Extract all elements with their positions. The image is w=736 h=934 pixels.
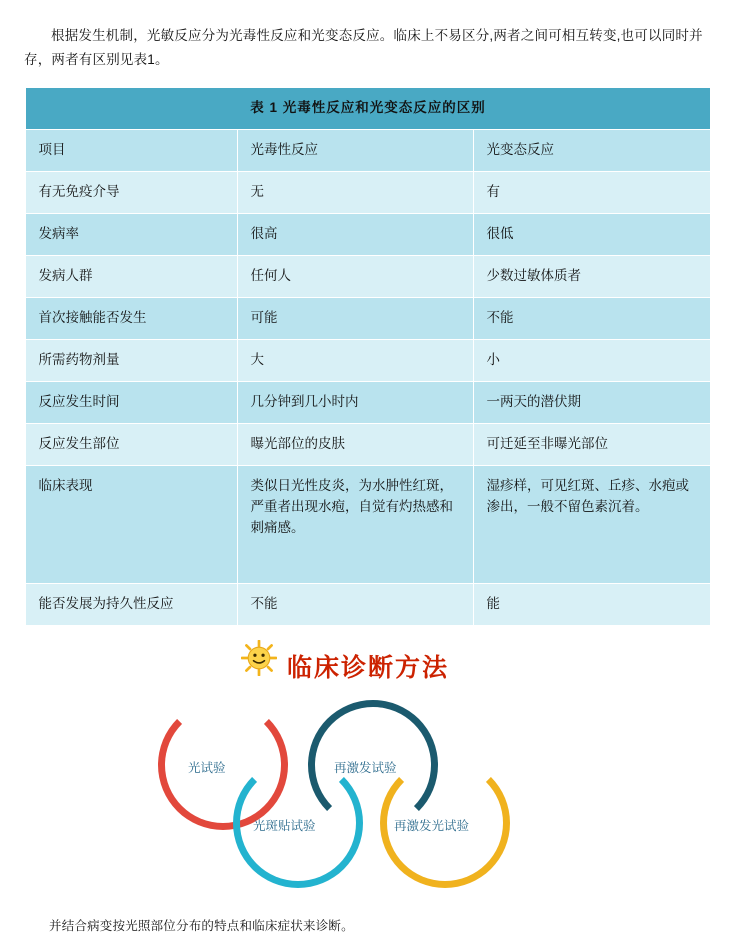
cell-photoallergic: 湿疹样，可见红斑、丘疹、水疱或渗出，一般不留色素沉着。	[474, 465, 710, 583]
cell-item: 有无免疫介导	[26, 172, 238, 214]
table-row	[26, 465, 710, 583]
cell-photoallergic: 很低	[474, 214, 710, 256]
table-row	[26, 381, 710, 423]
comparison-table	[25, 87, 710, 625]
table-title: 表 1 光毒性反应和光变态反应的区别	[26, 88, 710, 130]
cell-phototoxic: 任何人	[238, 256, 474, 298]
table-row	[26, 298, 710, 340]
intro-paragraph: 根据发生机制，光敏反应分为光毒性反应和光变态反应。临床上不易区分,两者之间可相互转变,也可以同时并存，两者有区别见表1。	[24, 27, 703, 68]
table-row	[26, 583, 710, 625]
column-header-phototoxic: 光毒性反应	[238, 130, 474, 172]
ring-label-rechallenge-test: 再激发试验	[334, 760, 397, 775]
table-row	[26, 423, 710, 465]
table-row	[26, 256, 710, 298]
section-title: 临床诊断方法	[286, 652, 449, 682]
cell-phototoxic: 无	[238, 172, 474, 214]
cell-item: 反应发生时间	[26, 381, 238, 423]
cell-item: 能否发展为持久性反应	[26, 583, 238, 625]
cell-item: 反应发生部位	[26, 423, 238, 465]
ring-label-photopatch-test: 光斑贴试验	[253, 818, 316, 833]
closing-paragraph: 并结合病变按光照部位分布的特点和临床症状来诊断。	[49, 919, 354, 934]
table-row	[26, 339, 710, 381]
cell-item: 首次接触能否发生	[26, 298, 238, 340]
cell-phototoxic: 大	[238, 339, 474, 381]
column-header-photoallergic: 光变态反应	[474, 130, 710, 172]
cell-photoallergic: 少数过敏体质者	[474, 256, 710, 298]
cell-phototoxic: 很高	[238, 214, 474, 256]
cell-photoallergic: 不能	[474, 298, 710, 340]
section-heading	[18, 648, 718, 692]
table-header-row	[26, 130, 710, 172]
cell-photoallergic: 有	[474, 172, 710, 214]
section-heading-inner	[287, 648, 449, 684]
cell-phototoxic: 几分钟到几小时内	[238, 381, 474, 423]
ring-label-photo-test: 光试验	[188, 760, 226, 775]
cell-item: 发病人群	[26, 256, 238, 298]
cell-photoallergic: 可迁延至非曝光部位	[474, 423, 710, 465]
table-title-row	[26, 88, 710, 130]
diagnosis-rings-diagram	[158, 700, 578, 890]
sun-smiley-icon	[241, 640, 277, 676]
cell-photoallergic: 能	[474, 583, 710, 625]
table-row	[26, 214, 710, 256]
cell-item: 发病率	[26, 214, 238, 256]
cell-photoallergic: 小	[474, 339, 710, 381]
table-row	[26, 172, 710, 214]
cell-item: 临床表现	[26, 465, 238, 583]
cell-phototoxic: 类似日光性皮炎，为水肿性红斑，严重者出现水疱，自觉有灼热感和刺痛感。	[238, 465, 474, 583]
cell-phototoxic: 曝光部位的皮肤	[238, 423, 474, 465]
column-header-item: 项目	[26, 130, 238, 172]
ring-label-photo-rechallenge-test: 再激发光试验	[394, 818, 470, 833]
document-page	[0, 14, 736, 934]
cell-phototoxic: 可能	[238, 298, 474, 340]
cell-phototoxic: 不能	[238, 583, 474, 625]
cell-photoallergic: 一两天的潜伏期	[474, 381, 710, 423]
cell-item: 所需药物剂量	[26, 339, 238, 381]
